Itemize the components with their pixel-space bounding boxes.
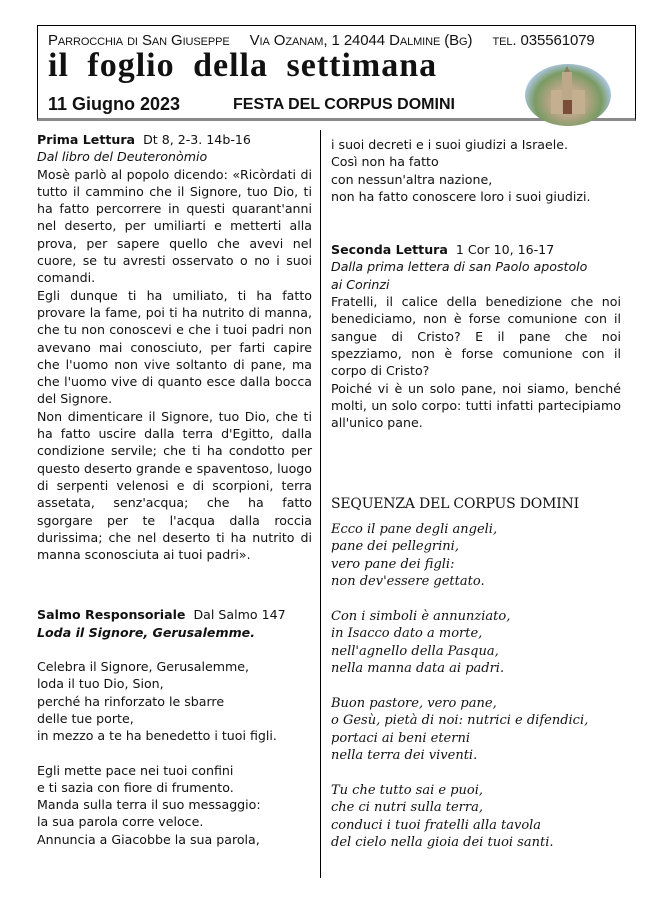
prima-lettura-paragraph: Egli dunque ti ha umiliato, ti ha fatto provare la fame, poi ti ha nutrito di manna, che tu non conoscevi e che i tuoi padri non avevano mai conosciuto, per farti capire che l'uomo non vive soltanto di pane, ma che l'uomo vive di quanto esce dalla bocca del Signore. [37, 287, 312, 407]
sequenza-stanza [331, 521, 631, 591]
church-photo [525, 64, 611, 126]
verse-line: non ha fatto conoscere loro i suoi giudizi. [331, 188, 591, 204]
verse-line: in Isacco dato a morte, [331, 626, 483, 641]
verse-line: Annuncia a Giacobbe la sua parola, [37, 831, 260, 847]
verse-line: nell'agnello della Pasqua, [331, 643, 499, 659]
verse-line: loda il tuo Dio, Sion, [37, 676, 164, 692]
verse-line: Egli mette pace nei tuoi confini [37, 762, 234, 778]
verse-line: non dev'essere gettato. [331, 574, 485, 589]
sequenza-stanza [331, 695, 631, 765]
sequenza-title: SEQUENZA DEL CORPUS DOMINI [331, 496, 579, 512]
salmo-stanza [37, 658, 312, 744]
verse-line: nella manna data ai padri. [331, 661, 505, 676]
issue-date: 11 Giugno 2023 [48, 94, 181, 114]
salmo-stanza-continued [331, 136, 621, 205]
verse-line: Celebra il Signore, Gerusalemme, [37, 659, 249, 675]
verse-line: portaci ai beni eterni [331, 730, 470, 746]
prima-lettura-source: Dal libro del Deuteronòmio [37, 149, 208, 165]
verse-line: Tu che tutto sai e puoi, [331, 782, 484, 798]
parish-phone: tel. 035561079 [492, 32, 595, 49]
masthead [37, 25, 636, 121]
verse-line: o Gesù, pietà di noi: nutrici e difendici, [331, 713, 589, 728]
seconda-lettura-reference: 1 Cor 10, 16-17 [455, 242, 555, 258]
salmo-stanza [37, 762, 312, 848]
verse-line: perché ha rinforzato le sbarre [37, 693, 225, 709]
verse-line: vero pane dei figli: [331, 556, 455, 572]
seconda-lettura-source: Dalla prima lettera di san Paolo apostolo ai Corinzi [331, 259, 588, 292]
verse-line: Così non ha fatto [331, 154, 439, 170]
seconda-lettura-paragraph: Poiché vi è un solo pane, noi siamo, benché molti, un solo corpo: tutti infatti partecipiamo all'unico pane. [331, 380, 621, 431]
right-column [331, 136, 621, 431]
left-column [37, 131, 312, 848]
verse-line: i suoi decreti e i suoi giudizi a Israele. [331, 137, 568, 152]
prima-lettura-paragraph: Mosè parlò al popolo dicendo: «Ricòrdati di tutto il cammino che il Signore, tuo Dio, ti ha fatto percorrere in questi quarant'anni nel deserto, per umiliarti e metterti alla prova, per sapere quello che avevi nel cuore, se tu avresti osservato o no i suoi comandi. [37, 166, 312, 286]
seconda-lettura-label: Seconda Lettura [331, 242, 448, 258]
parish-name: Parrocchia di San Giuseppe [48, 32, 230, 49]
verse-line: che ci nutri sulla terra, [331, 800, 483, 815]
verse-line: nella terra dei viventi. [331, 748, 478, 763]
newsletter-title: il foglio della settimana [48, 47, 438, 84]
sequenza-section [331, 496, 631, 869]
verse-line: Con i simboli è annunziato, [331, 608, 511, 624]
salmo-heading [37, 606, 312, 623]
sequenza-stanza [331, 608, 631, 678]
salmo-reference: Dal Salmo 147 [193, 607, 286, 623]
verse-line: Ecco il pane degli angeli, [331, 521, 498, 537]
verse-line: del cielo nella gioia dei tuoi santi. [331, 835, 554, 850]
verse-line: conduci i tuoi fratelli alla tavola [331, 817, 542, 833]
prima-lettura-paragraph: Non dimenticare il Signore, tuo Dio, che ti ha fatto uscire dalla terra d'Egitto, dalla condizione servile; che ti ha condotto per questo deserto grande e spaventoso, luogo di serpenti velenosi e di scorpioni, terra assetata, senz'acqua; che ha fatto sgorgare per te l'acqua dalla roccia durissima; che nel deserto ti ha nutrito di manna sconosciuta ai tuoi padri». [37, 408, 312, 563]
verse-line: pane dei pellegrini, [331, 539, 459, 554]
parish-address: Via Ozanam, 1 24044 Dalmine (Bg) [249, 32, 473, 49]
salmo-label: Salmo Responsoriale [37, 607, 186, 623]
column-divider [320, 130, 321, 878]
seconda-lettura-paragraph: Fratelli, il calice della benedizione che noi benediciamo, non è forse comunione con il sangue di Cristo? E il pane che noi spezziamo, non è forse comunione con il corpo di Cristo? [331, 294, 621, 379]
seconda-lettura-heading [331, 241, 621, 258]
prima-lettura-reference: Dt 8, 2-3. 14b-16 [143, 132, 251, 147]
salmo-refrain: Loda il Signore, Gerusalemme. [37, 624, 256, 640]
verse-line: con nessun'altra nazione, [331, 171, 493, 187]
feast-name: FESTA DEL CORPUS DOMINI [233, 96, 455, 113]
verse-line: Manda sulla terra il suo messaggio: [37, 797, 261, 813]
sequenza-stanza [331, 782, 631, 852]
verse-line: e ti sazia con fiore di frumento. [37, 779, 234, 795]
verse-line: in mezzo a te ha benedetto i tuoi figli. [37, 728, 277, 744]
verse-line: la sua parola corre veloce. [37, 814, 204, 830]
prima-lettura-label: Prima Lettura [37, 132, 136, 147]
prima-lettura-heading [37, 131, 312, 148]
church-door-icon [563, 100, 572, 114]
verse-line: delle tue porte, [37, 710, 134, 726]
verse-line: Buon pastore, vero pane, [331, 695, 497, 711]
